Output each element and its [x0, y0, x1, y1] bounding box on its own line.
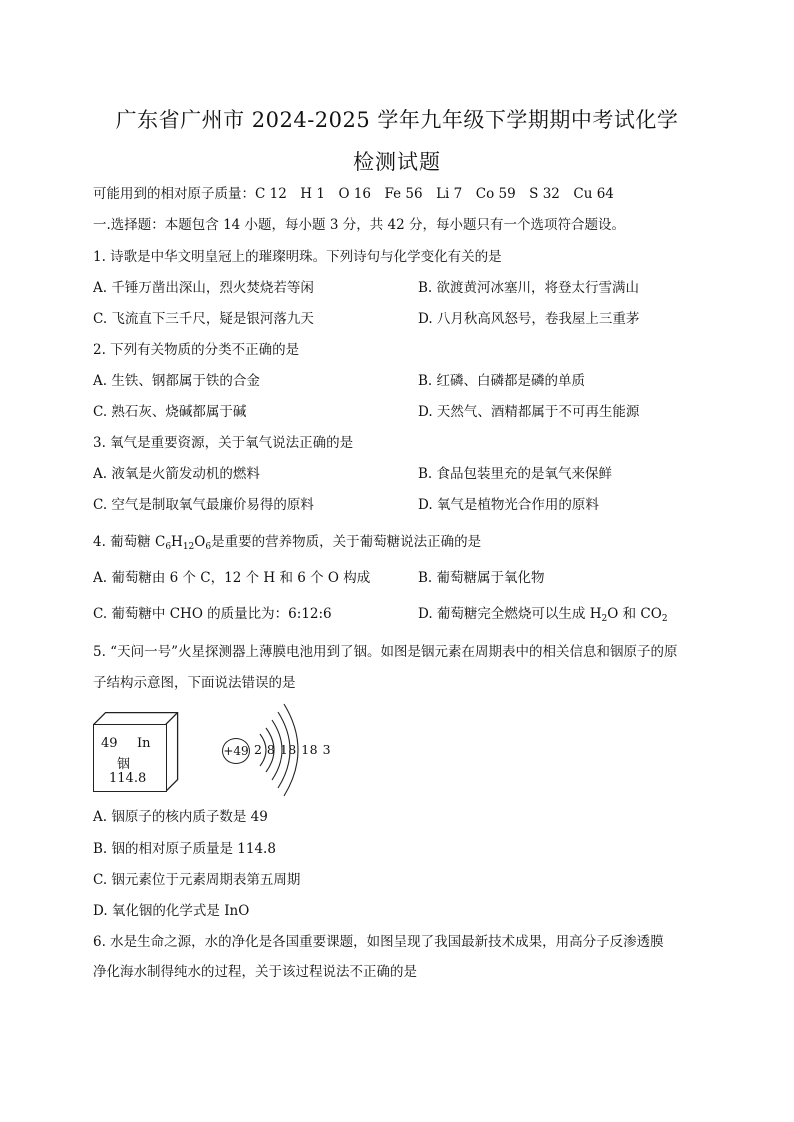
- q3-option-a: A. 液氧是火箭发动机的燃料: [93, 466, 260, 482]
- element-symbol: In: [137, 736, 151, 751]
- question-5-stem-line2: 子结构示意图，下面说法错误的是: [93, 675, 296, 691]
- q2-option-a: A. 生铁、钢都属于铁的合金: [93, 373, 260, 389]
- formula-h: H: [171, 534, 183, 550]
- q4-option-d-and: 和: [618, 606, 641, 622]
- exam-title-line2: 检测试题: [353, 150, 441, 174]
- section-heading: 一.选择题：本题包含 14 小题，每小题 3 分，共 42 分，每小题只有一个选项符合题设。: [93, 217, 625, 233]
- formula-o: O: [194, 534, 206, 550]
- q2-option-c: C. 熟石灰、烧碱都属于碱: [93, 404, 247, 420]
- q3-option-b: B. 食品包装里充的是氧气来保鲜: [418, 466, 613, 482]
- glucose-formula: [155, 534, 211, 550]
- q4-stem-prefix: 4. 葡萄糖: [93, 534, 155, 550]
- h2o-o: O: [607, 606, 619, 622]
- atom-nucleus: +49: [222, 738, 250, 764]
- q5-option-d: D. 氧化铟的化学式是 InO: [93, 903, 250, 919]
- exam-title-line1: 广东省广州市 2024-2025 学年九年级下学期期中考试化学: [115, 108, 679, 132]
- element-atomic-number: 49: [101, 736, 118, 751]
- formula-c-sub: 6: [165, 542, 172, 552]
- h2o-sub: 2: [601, 614, 608, 624]
- co2-sub: 2: [661, 614, 668, 624]
- q2-option-b: B. 红磷、白磷都是磷的单质: [418, 373, 586, 389]
- formula-o-sub: 6: [205, 542, 212, 552]
- indium-element-box: [93, 712, 177, 792]
- question-2-stem: 2. 下列有关物质的分类不正确的是: [93, 342, 300, 358]
- q4-option-c: C. 葡萄糖中 CHO 的质量比为：6:12:6: [93, 606, 332, 622]
- q4-stem-suffix: 是重要的营养物质，关于葡萄糖说法正确的是: [211, 534, 482, 550]
- question-6-stem-line2: 净化海水制得纯水的过程，关于该过程说法不正确的是: [93, 964, 417, 980]
- formula-h-sub: 12: [182, 542, 195, 552]
- co2-co: CO: [640, 606, 662, 622]
- element-atomic-mass: 114.8: [109, 771, 147, 786]
- q1-option-b: B. 欲渡黄河冰塞川，将登太行雪满山: [418, 280, 640, 296]
- q3-option-d: D. 氧气是植物光合作用的原料: [418, 497, 599, 513]
- question-5-stem-line1: 5. “天问一号”火星探测器上薄膜电池用到了铟。如图是铟元素在周期表中的相关信息和铟原子的原: [93, 644, 678, 660]
- q4-option-d: [418, 605, 668, 628]
- q4-option-a: A. 葡萄糖由 6 个 C，12 个 H 和 6 个 O 构成: [93, 570, 371, 586]
- q4-option-b: B. 葡萄糖属于氧化物: [418, 570, 545, 586]
- q4-option-d-text: D. 葡萄糖完全燃烧可以生成: [418, 606, 590, 622]
- indium-atom-diagram: [220, 700, 332, 800]
- h2o-h: H: [589, 606, 602, 622]
- question-1-stem: 1. 诗歌是中华文明皇冠上的璀璨明珠。下列诗句与化学变化有关的是: [93, 249, 502, 265]
- electron-shell-arcs-icon: [220, 700, 320, 800]
- q1-option-a: A. 千锤万凿出深山，烈火焚烧若等闲: [93, 280, 314, 296]
- q5-option-b: B. 铟的相对原子质量是 114.8: [93, 841, 276, 857]
- q1-option-c: C. 飞流直下三千尺，疑是银河落九天: [93, 311, 314, 327]
- electron-shell-counts: 2 8 18 18 3: [254, 742, 332, 757]
- q5-option-c: C. 铟元素位于元素周期表第五周期: [93, 872, 301, 888]
- formula-c: C: [154, 534, 166, 550]
- element-name: 铟: [117, 757, 131, 772]
- question-4-stem: [93, 533, 481, 556]
- question-6-stem-line1: 6. 水是生命之源，水的净化是各国重要课题，如图呈现了我国最新技术成果，用高分子反渗透膜: [93, 934, 664, 950]
- q5-option-a: A. 铟原子的核内质子数是 49: [93, 809, 268, 825]
- question-3-stem: 3. 氧气是重要资源，关于氧气说法正确的是: [93, 435, 354, 451]
- q1-option-d: D. 八月秋高风怒号，卷我屋上三重茅: [418, 311, 640, 327]
- q2-option-d: D. 天然气、酒精都属于不可再生能源: [418, 404, 640, 420]
- q3-option-c: C. 空气是制取氧气最廉价易得的原料: [93, 497, 314, 513]
- atomic-masses-note: 可能用到的相对原子质量：C 12 H 1 O 16 Fe 56 Li 7 Co 59 S 32 Cu 64: [93, 186, 614, 202]
